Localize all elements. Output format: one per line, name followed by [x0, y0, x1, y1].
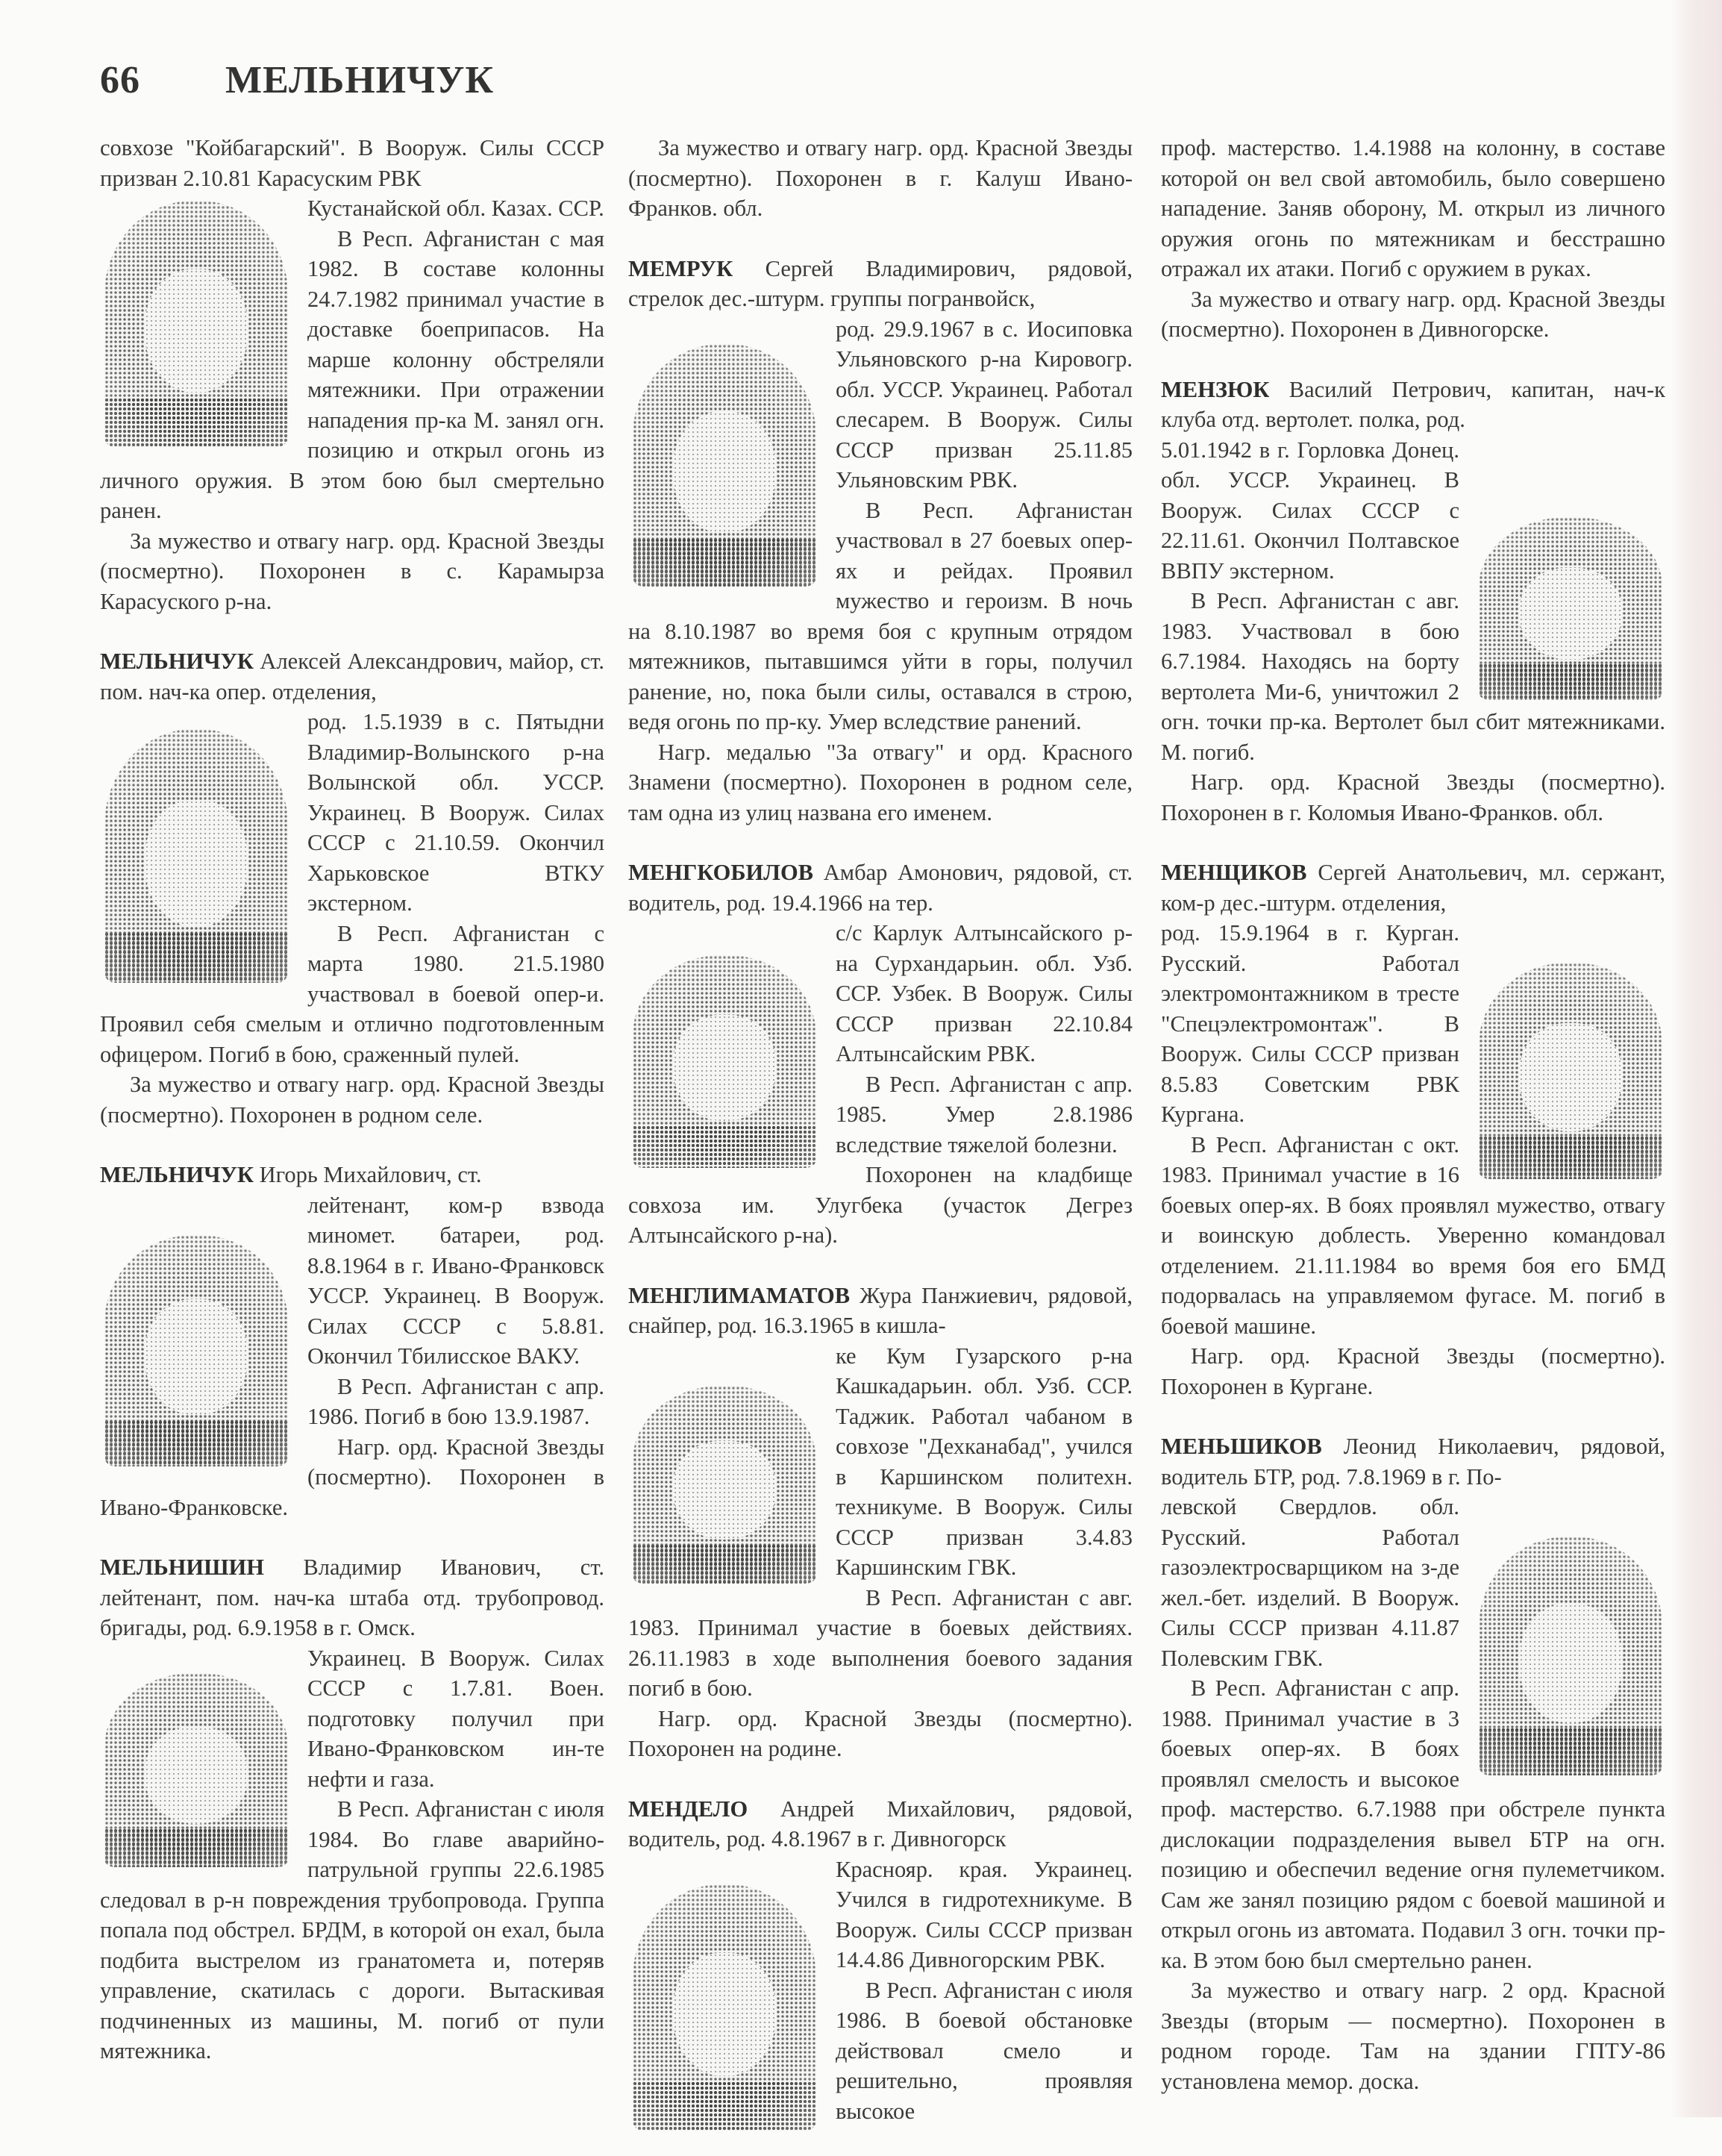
entry-head [100, 1552, 604, 1643]
photo-face [145, 269, 248, 393]
entry-paragraph: В Респ. Афганистан с апр. 1988. Принимал участие в 3 боевых опер-ях. В боях проявлял смелость и высокое проф. мастерство. 6.7.1988 при обстреле пункта дислокации подразделения вывел БТР на огн. позицию и обеспечил ведение огня пулеметчиком. Сам же занял позицию рядом с боевой машиной и открыл огонь из автомата. Подавил 3 огн. точки пр-ка. В этом бою был смертельно ранен. [1161, 1675, 1665, 1973]
portrait-photo [104, 1235, 288, 1466]
entry-wrap: лейтенант, ком-р взвода миномет. батареи, род. 8.8.1964 в г. Ивано-Франковск УССР. Украинец. В Вооруж. Силах СССР с 5.8.81. Окончил Тбилисское ВАКУ. [307, 1192, 604, 1369]
entry-head [628, 1281, 1133, 1341]
photo-shoulders [104, 1420, 288, 1466]
entry [628, 1281, 1133, 1764]
entry-wrap: Кустанайской обл. Казах. ССР. [307, 196, 604, 221]
entry [628, 254, 1133, 828]
entry-paragraph: За мужество и отвагу нагр. орд. Красной Звезды (посмертно). Похоронен в родном селе. [100, 1072, 604, 1128]
entry-wrap: Краснояр. края. Украинец. Учился в гидротехникуме. В Вооруж. Силы СССР призван 14.4.86 Дивногорским РВК. [836, 1856, 1133, 1972]
photo-shoulders [1479, 1728, 1662, 1775]
entry-paragraph: Похоронен на кладбище совхоза им. Улугбека (участок Дегрез Алтынсайского р-на). [628, 1162, 1133, 1248]
entry-surname: МЕНГКОБИЛОВ [628, 860, 814, 885]
page-edge [1670, 0, 1722, 2117]
entry-paragraph: проф. мастерство. 1.4.1988 на колонну, в составе которой он вел свой автомобиль, было совершено нападение. Заняв оборону, М. открыл из личного оружия огонь по мятежникам и бесстрашно отражал их атаки. Погиб с оружием в руках. [1161, 135, 1665, 281]
entry-head-text: Андрей Михайлович, рядовой, водитель, род. 4.8.1967 в г. Дивногорск [628, 1796, 1133, 1852]
entry-surname: МЕНЬШИКОВ [1161, 1434, 1322, 1459]
entry-wrap: 5.01.1942 в г. Горловка Донец. обл. УССР. Украинец. В Вооруж. Силах СССР с 22.11.61. Окончил Полтавское ВВПУ экстерном. [1161, 437, 1459, 584]
entry [1161, 1431, 1665, 2096]
entry-head-text: Игорь Михайлович, ст. [259, 1162, 482, 1187]
entry-paragraph: Нагр. орд. Красной Звезды (посмертно). Похоронен в Кургане. [1161, 1343, 1665, 1399]
photo-shoulders [633, 2081, 816, 2131]
entry [1161, 857, 1665, 1402]
portrait-photo [104, 1673, 288, 1867]
entry-head-text: Леонид Николаевич, рядовой, водитель БТР, род. 7.8.1969 в г. По- [1161, 1434, 1666, 1490]
entry-paragraph: В Респ. Афганистан с апр. 1986. Погиб в бою 13.9.1987. [307, 1373, 604, 1429]
entry-surname: МЕНГЛИМАМАТОВ [628, 1282, 851, 1308]
entry-head-text: Сергей Владимирович, рядовой, стрелок дес.-штурм. группы погранвойск, [628, 255, 1133, 311]
entry-wrap: ке Кум Гузарского р-на Кашкадарьин. обл. Узб. ССР. Таджик. Работал чабаном в совхозе "Дехканабад", учился в Каршинском политехн. техникуме. В Вооруж. Силы СССР призван 3.4.83 Каршинским ГВК. [836, 1343, 1133, 1580]
photo-shoulders [633, 1125, 816, 1168]
entry-head-text: Сергей Анатольевич, мл. сержант, ком-р дес.-штурм. отделения, [1161, 860, 1665, 916]
photo-shoulders [104, 1828, 288, 1867]
entry-head-text: Владимир Иванович, ст. лейтенант, пом. нач-ка штаба отд. трубопровод. бригады, род. 6.9.1958 в г. Омск. [100, 1554, 605, 1640]
entry-paragraph: В Респ. Афганистан с марта 1980. 21.5.1980 участвовал в боевой опер-и. Проявил себя смелым и отлично подготовленным офицером. Погиб в бою, сраженный пулей. [100, 920, 604, 1067]
entry-surname: МЕЛЬНИЧУК [100, 649, 254, 674]
entry-continued [100, 133, 604, 616]
entry-head [100, 646, 604, 707]
photo-face [1519, 1023, 1622, 1131]
entry-surname: МЕНЩИКОВ [1161, 860, 1307, 885]
photo-face [145, 1727, 248, 1824]
photo-shoulders [633, 1544, 816, 1584]
entry-continued [1161, 133, 1665, 345]
portrait-photo [1479, 1537, 1662, 1775]
entry-paragraph: В Респ. Афганистан с апр. 1985. Умер 2.8.1986 вследствие тяжелой болезни. [836, 1071, 1133, 1157]
entry-head-text: Амбар Амонович, рядовой, ст. водитель, род. 19.4.1966 на тер. [628, 860, 1133, 916]
photo-face [673, 1953, 776, 2076]
entry-head [628, 857, 1133, 918]
entry [1161, 375, 1665, 828]
portrait-photo [104, 729, 288, 983]
column-left [100, 133, 604, 2096]
entry-paragraph: В Респ. Афганистан участвовал в 27 боевых опер-ях и рейдах. Проявил мужество и героизм. В ночь на 8.10.1987 во время боя с крупным отрядом мятежников, пытавшимся уйти в горы, получил ранение, но, пока были силы, оставался в строю, ведя огонь по пр-ку. Умер вследствие ранений. [628, 497, 1133, 734]
entry-surname: МЕНЗЮК [1161, 376, 1270, 402]
photo-face [145, 800, 248, 927]
entry-head [1161, 375, 1665, 435]
entry-head-text: Василий Петрович, капитан, нач-к клуба отд. вертолет. полка, род. [1161, 376, 1665, 432]
running-head: МЕЛЬНИЧУК [225, 59, 495, 101]
entry [100, 1552, 604, 2066]
photo-face [673, 1015, 776, 1122]
photo-shoulders [104, 398, 288, 447]
entry [628, 1794, 1133, 2127]
entry-surname: МЕЛЬНИШИН [100, 1554, 265, 1580]
entry-surname: МЕМРУК [628, 255, 733, 281]
entry-paragraph: За мужество и отвагу нагр. орд. Красной Звезды (посмертно). Похоронен в с. Карамырза Карасуского р-на. [100, 528, 604, 614]
entry-paragraph: За мужество и отвагу нагр. орд. Красной Звезды (посмертно). Похоронен в г. Калуш Ивано-Франков. обл. [628, 135, 1133, 221]
entry-wrap: род. 1.5.1939 в с. Пятыдни Владимир-Волынского р-на Волынской обл. УССР. Украинец. В Вооруж. Силах СССР с 21.10.59. Окончил Харьковское ВТКУ экстерном. [307, 709, 604, 916]
portrait-photo [633, 1884, 816, 2131]
entry-head [1161, 1431, 1665, 1492]
portrait-photo [633, 1386, 816, 1584]
entry-wrap: Украинец. В Вооруж. Силах СССР с 1.7.81. Воен. подготовку получил при Ивано-Франковском ин-те нефти и газа. [307, 1645, 604, 1792]
entry-paragraph: В Респ. Афганистан с авг. 1983. Принимал участие в боевых действиях. 26.11.1983 в ходе выполнения боевого задания погиб в бою. [628, 1584, 1133, 1701]
entry [100, 646, 604, 1130]
entry-paragraph: За мужество и отвагу нагр. орд. Красной Звезды (посмертно). Похоронен в Дивногорске. [1161, 286, 1665, 342]
photo-shoulders [104, 932, 288, 983]
portrait-photo [104, 201, 288, 447]
photo-shoulders [633, 538, 816, 587]
entry-surname: МЕНДЕЛО [628, 1796, 748, 1822]
entry-paragraph: Нагр. орд. Красной Звезды (посмертно). Похоронен на родине. [628, 1705, 1133, 1761]
entry-head [100, 133, 604, 193]
photo-face [673, 1441, 776, 1540]
page-number: 66 [100, 59, 140, 101]
entry-continued [628, 133, 1133, 224]
entry-head [1161, 857, 1665, 918]
photo-face [1519, 1604, 1622, 1723]
photo-shoulders [1479, 663, 1662, 700]
portrait-photo [1479, 517, 1662, 700]
photo-face [673, 412, 776, 534]
entry-paragraph: Нагр. орд. Красной Звезды (посмертно). Похоронен в Ивано-Франковске. [100, 1434, 604, 1520]
portrait-photo [633, 955, 816, 1168]
entry-surname: МЕЛЬНИЧУК [100, 1162, 254, 1187]
entry-paragraph: В Респ. Афганистан с мая 1982. В составе колонны 24.7.1982 принимал участие в доставке боеприпасов. На марше колонну обстреляли мятежники. При отражении нападения пр-ка М. занял огн. позицию и открыл огонь из личного оружия. В этом бою был смертельно ранен. [100, 225, 604, 523]
portrait-photo [633, 344, 816, 587]
photo-shoulders [1479, 1136, 1662, 1179]
entry-head-text: Жура Панжиевич, рядовой, снайпер, род. 16.3.1965 в кишла- [628, 1282, 1133, 1338]
entry-wrap: род. 15.9.1964 в г. Курган. Русский. Работал электромонтажником в тресте "Спецэлектромонтаж". В Вооруж. Силы СССР призван 8.5.83 Советским РВК Кургана. [1161, 920, 1459, 1127]
column-middle [628, 133, 1133, 2156]
entry-paragraph: В Респ. Афганистан с авг. 1983. Участвовал в бою 6.7.1984. Находясь на борту вертолета Ми-6, уничтожил 2 огн. точки пр-ка. Вертолет был сбит мятежниками. М. погиб. [1161, 588, 1665, 765]
photo-face [1519, 568, 1622, 660]
entry-paragraph: В Респ. Афганистан с окт. 1983. Принимал участие в 16 боевых опер-ях. В боях проявлял мужество, отвагу и воинскую доблесть. Уверенно командовал отделением. 21.11.1984 во время боя его БМД подорвалась на управляемом фугасе. М. погиб в боевой машине. [1161, 1131, 1665, 1339]
portrait-photo [1479, 963, 1662, 1179]
entry-paragraph: Нагр. медалью "За отвагу" и орд. Красного Знамени (посмертно). Похоронен в родном селе, там одна из улиц названа его именем. [628, 739, 1133, 825]
entry-head [628, 1794, 1133, 1855]
page-header [100, 58, 494, 110]
entry-head [628, 254, 1133, 314]
entry-head-text: Алексей Александрович, майор, ст. пом. нач-ка опер. отделения, [100, 649, 604, 704]
entry-wrap: с/с Карлук Алтынсайского р-на Сурхандарьин. обл. Узб. ССР. Узбек. В Вооруж. Силы СССР призван 22.10.84 Алтынсайским РВК. [836, 920, 1133, 1066]
entry-paragraph: За мужество и отвагу нагр. 2 орд. Красной Звезды (вторым — посмертно). Похоронен в родном городе. Там на здании ГПТУ-86 установлена мемор. доска. [1161, 1978, 1665, 2094]
entry-paragraph: В Респ. Афганистан с июля 1986. В боевой обстановке действовал смело и решительно, проявляя высокое [836, 1977, 1133, 2124]
photo-face [145, 1299, 248, 1415]
entry-paragraph: В Респ. Афганистан с июля 1984. Во главе аварийно-патрульной группы 22.6.1985 следовал в р-н повреждения трубопровода. Группа попала под обстрел. БРДМ, в которой он ехал, была подбита выстрелом из гранатомета и, потеряв управление, скатилась с дороги. Вытаскивая подчиненных из машины, М. погиб от пули мятежника. [100, 1796, 604, 2063]
entry-paragraph: Нагр. орд. Красной Звезды (посмертно). Похоронен в г. Коломыя Ивано-Франков. обл. [1161, 769, 1665, 825]
entry-head-text: совхозе "Койбагарский". В Вооруж. Силы СССР призван 2.10.81 Карасуским РВК [100, 135, 604, 191]
column-right [1161, 133, 1665, 2126]
entry-wrap: левской Свердлов. обл. Русский. Работал газоэлектросварщиком на з-де жел.-бет. изделий. В Вооруж. Силы СССР призван 4.11.87 Полевским ГВК. [1161, 1494, 1459, 1671]
entry-head [100, 1160, 604, 1190]
entry [100, 1160, 604, 1522]
entry [628, 857, 1133, 1251]
entry-wrap: род. 29.9.1967 в с. Иосиповка Ульяновского р-на Кировогр. обл. УССР. Украинец. Работал слесарем. В Вооруж. Силы СССР призван 25.11.85 Ульяновским РВК. [836, 316, 1133, 493]
